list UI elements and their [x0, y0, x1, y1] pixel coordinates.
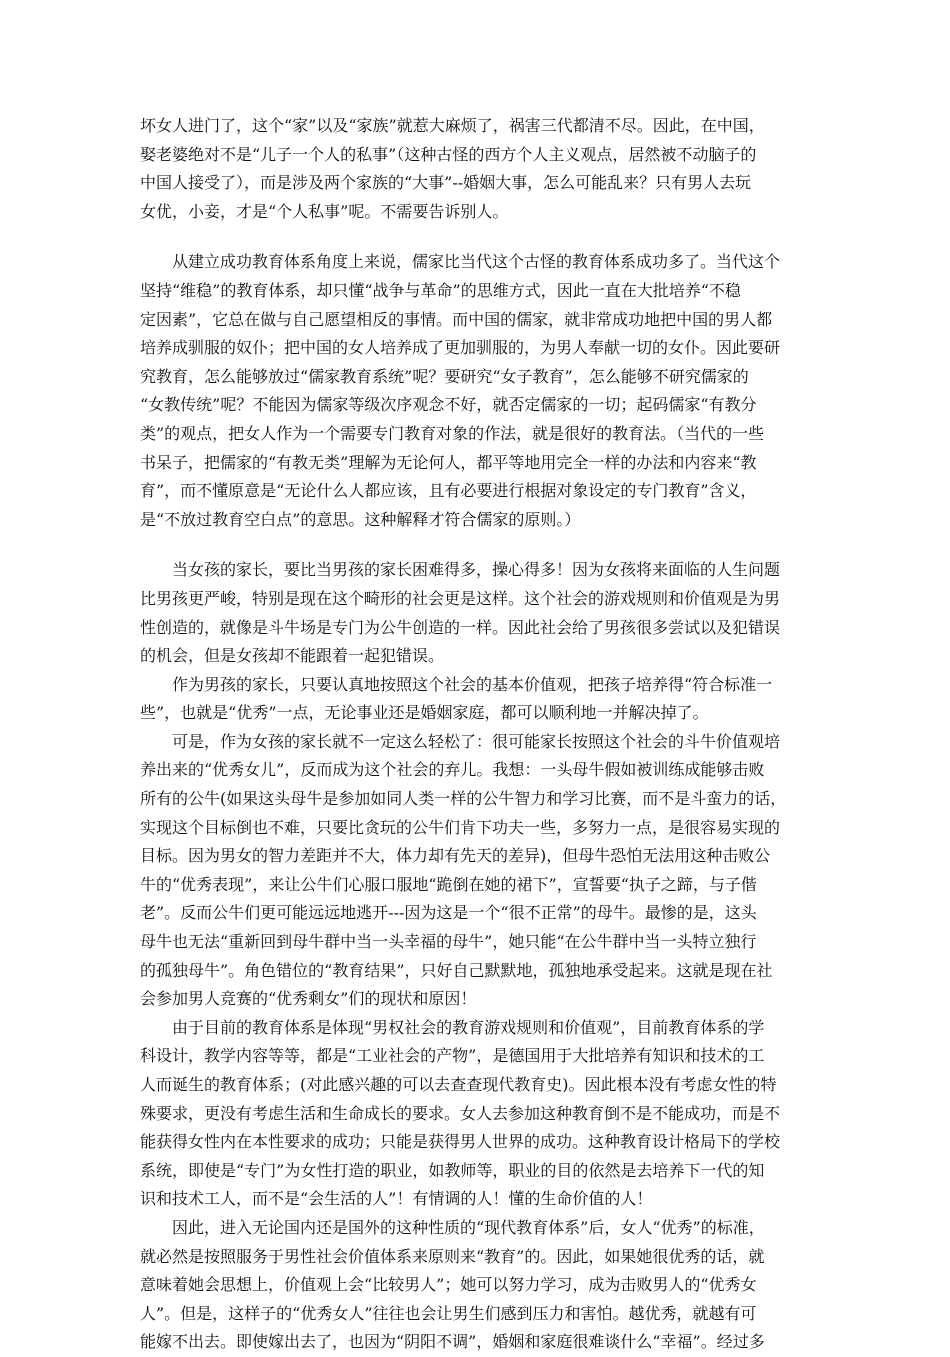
text-line: 的机会，但是女孩却不能跟着一起犯错误。 — [140, 646, 445, 666]
text-line: 养出来的“优秀女儿”，反而成为这个社会的弃儿。我想：一头母牛假如被训练成能够击败 — [140, 760, 765, 780]
paragraph-block — [140, 556, 812, 1357]
text-line: 育”，而不懂原意是“无论什么人都应该，且有必要进行根据对象设定的专门教育”含义， — [140, 481, 757, 501]
text-line: 坚持“维稳”的教育体系，却只懂“战争与革命”的思维方式，因此一直在大批培养“不稳 — [140, 280, 741, 300]
text-line: 目标。因为男女的智力差距并不大，体力却有先天的差异)，但母牛恐怕无法用这种击败公 — [140, 846, 771, 866]
text-line: “女教传统”呢？不能因为儒家等级次序观念不好，就否定儒家的一切；起码儒家“有教分 — [140, 395, 757, 415]
text-line: 科设计，教学内容等等，都是“工业社会的产物”，是德国用于大批培养有知识和技术的工 — [140, 1046, 765, 1066]
text-line: 的孤独母牛”。角色错位的“教育结果”，只好自己默默地，孤独地承受起来。这就是现在社 — [140, 960, 773, 980]
text-line: 定因素”，它总在做与自己愿望相反的事情。而中国的儒家，就非常成功地把中国的男人都 — [140, 309, 773, 329]
text-line: 女优，小妾，才是“个人私事”呢。不需要告诉别人。 — [140, 201, 509, 221]
text-line: 可是，作为女孩的家长就不一定这么轻松了：很可能家长按照这个社会的斗牛价值观培 — [140, 731, 781, 751]
text-line: 人而诞生的教育体系；(对此感兴趣的可以去查查现代教育史)。因此根本没有考虑女性的特 — [140, 1075, 777, 1094]
text-line: 意味着她会思想上，价值观上会“比较男人”；她可以努力学习，成为击败男人的“优秀女 — [140, 1275, 757, 1295]
paragraph-block — [140, 248, 812, 534]
text-line: 坏女人进门了，这个“家”以及“家族”就惹大麻烦了，祸害三代都清不尽。因此，在中国， — [140, 116, 765, 135]
text-line: 由于目前的教育体系是体现“男权社会的教育游戏规则和价值观”，目前教育体系的学 — [140, 1017, 765, 1037]
text-line: 殊要求，更没有考虑生活和生命成长的要求。女人去参加这种教育倒不是不能成功，而是不 — [140, 1103, 781, 1123]
text-line: 些”，也就是“优秀”一点，无论事业还是婚姻家庭，都可以顺利地一并解决掉了。 — [140, 703, 709, 723]
text-line: 能获得女性内在本性要求的成功；只能是获得男人世界的成功。这种教育设计格局下的学校 — [140, 1132, 781, 1152]
text-line: 就必然是按照服务于男性社会价值体系来原则来“教育”的。因此，如果她很优秀的话，就 — [140, 1246, 765, 1266]
text-line: 中国人接受了），而是涉及两个家族的“大事”--婚姻大事，怎么可能乱来？只有男人去玩 — [140, 173, 752, 193]
text-line: 究教育，怎么能够放过“儒家教育系统”呢？要研究“女子教育”，怎么能够不研究儒家的 — [140, 366, 749, 386]
text-line: 牛的“优秀表现”，来让公牛们心服口服地“跪倒在她的裙下”，宣誓要“执子之蹄，与子偕 — [140, 874, 757, 894]
text-line: 娶老婆绝对不是“儿子一个人的私事”（这种古怪的西方个人主义观点，居然被不动脑子的 — [140, 144, 757, 164]
text-line: 类”的观点，把女人作为一个需要专门教育对象的作法，就是很好的教育法。（当代的一些 — [140, 423, 765, 443]
text-line: 培养成驯服的奴仆；把中国的女人培养成了更加驯服的，为男人奉献一切的女仆。因此要研 — [140, 338, 781, 358]
text-line: 当女孩的家长，要比当男孩的家长困难得多，操心得多！因为女孩将来面临的人生问题 — [140, 560, 781, 580]
text-line: 实现这个目标倒也不难，只要比贪玩的公牛们肯下功夫一些，多努力一点，是很容易实现的 — [140, 817, 781, 837]
text-line: 书呆子，把儒家的“有教无类”理解为无论何人，都平等地用完全一样的办法和内容来“教 — [140, 452, 757, 472]
text-line: 系统，即使是“专门”为女性打造的职业，如教师等，职业的目的依然是去培养下一代的知 — [140, 1160, 765, 1180]
text-line: 会参加男人竞赛的“优秀剩女”们的现状和原因！ — [140, 989, 477, 1009]
text-line: 从建立成功教育体系角度上来说，儒家比当代这个古怪的教育体系成功多了。当代这个 — [140, 252, 781, 272]
text-line: 性创造的，就像是斗牛场是专门为公牛创造的一样。因此社会给了男孩很多尝试以及犯错误 — [140, 617, 781, 637]
paragraph-block — [140, 112, 812, 226]
document-body — [140, 112, 812, 1357]
text-line: 能嫁不出去。即使嫁出去了，也因为“阴阳不调”，婚姻和家庭很难谈什么“幸福”。经过多 — [140, 1332, 765, 1352]
text-line: 母牛也无法“重新回到母牛群中当一头幸福的母牛”，她只能“在公牛群中当一头特立独行 — [140, 932, 757, 952]
text-line: 识和技术工人，而不是“会生活的人”！有情调的人！懂的生命价值的人！ — [140, 1189, 653, 1209]
text-line: 作为男孩的家长，只要认真地按照这个社会的基本价值观，把孩子培养得“符合标准一 — [140, 674, 773, 694]
paragraph-gap — [140, 534, 812, 556]
text-line: 老”。反而公牛们更可能远远地逃开---因为这是一个“很不正常”的母牛。最惨的是，这头 — [140, 903, 757, 923]
text-line: 比男孩更严峻，特别是现在这个畸形的社会更是这样。这个社会的游戏规则和价值观是为男 — [140, 588, 781, 608]
paragraph-gap — [140, 226, 812, 248]
text-line: 是“不放过教育空白点”的意思。这种解释才符合儒家的原则。） — [140, 509, 581, 529]
text-line: 所有的公牛(如果这头母牛是参加如同人类一样的公牛智力和学习比赛，而不是斗蛮力的话， — [140, 789, 787, 809]
text-line: 因此，进入无论国内还是国外的这种性质的“现代教育体系”后，女人“优秀”的标准， — [140, 1217, 765, 1237]
text-line: 人”。但是，这样子的“优秀女人”往往也会让男生们感到压力和害怕。越优秀，就越有可 — [140, 1303, 757, 1323]
